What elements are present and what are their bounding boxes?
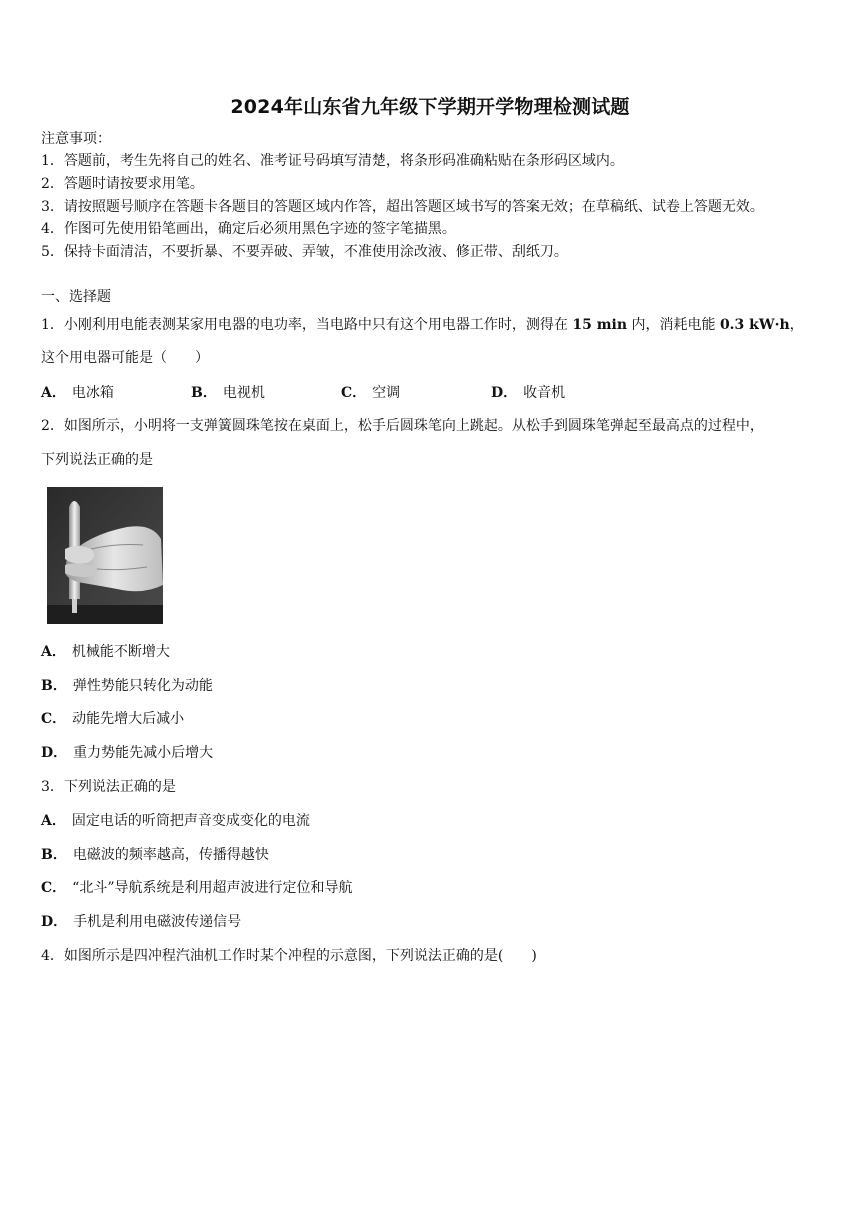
- option-letter: D．: [491, 385, 518, 401]
- option-text: 弹性势能只转化为动能: [72, 678, 213, 694]
- option-text: 空调: [372, 385, 401, 401]
- option-letter: C．: [41, 711, 67, 727]
- option-letter: B．: [41, 847, 67, 863]
- option-letter: C．: [41, 880, 67, 896]
- question-3-text: 3．下列说法正确的是: [41, 779, 176, 795]
- question-3-option-b[interactable]: [41, 846, 269, 864]
- option-text: 电视机: [222, 385, 265, 401]
- option-letter: A．: [41, 644, 66, 660]
- question-1-text: [41, 316, 804, 334]
- notice-item: 2．答题时请按要求用笔。: [41, 176, 204, 192]
- notice-item: 5．保持卡面清洁，不要折暴、不要弄破、弄皱，不准使用涂改液、修正带、刮纸刀。: [41, 244, 568, 260]
- question-1-option-c[interactable]: [341, 384, 400, 402]
- option-letter: A．: [41, 385, 66, 401]
- notice-item: 4．作图可先使用铅笔画出，确定后必须用黑色字迹的签字笔描黑。: [41, 221, 456, 237]
- page-title: 2024年山东省九年级下学期开学物理检测试题: [230, 96, 630, 118]
- question-1-time: 15 min: [572, 317, 628, 333]
- notice-heading: 注意事项：: [41, 131, 111, 147]
- question-1-prefix: 1．小刚利用电能表测某家用电器的电功率，当电路中只有这个用电器工作时，测得在: [41, 317, 568, 333]
- option-text: 机械能不断增大: [71, 644, 170, 660]
- option-text: 动能先增大后减小: [72, 711, 185, 727]
- option-text: 手机是利用电磁波传递信号: [73, 914, 242, 930]
- pen-hand-figure: [47, 487, 163, 624]
- option-letter: C．: [341, 385, 367, 401]
- question-1-option-d[interactable]: [491, 384, 565, 402]
- question-4-text: 4．如图所示是四冲程汽油机工作时某个冲程的示意图，下列说法正确的是( ): [41, 948, 537, 964]
- option-text: “北斗”导航系统是利用超声波进行定位和导航: [72, 880, 353, 896]
- option-text: 电磁波的频率越高，传播得越快: [72, 847, 269, 863]
- option-text: 固定电话的听筒把声音变成变化的电流: [71, 813, 310, 829]
- option-letter: D．: [41, 914, 68, 930]
- question-3-option-d[interactable]: [41, 913, 241, 931]
- question-1-option-b[interactable]: [191, 384, 265, 402]
- question-1-mid: 内，消耗电能: [631, 317, 716, 333]
- question-2-text: 2．如图所示，小明将一支弹簧圆珠笔按在桌面上，松手后圆珠笔向上跳起。从松手到圆珠笔弹起至最高点的过程中，: [41, 418, 764, 434]
- question-2-text-cont: 下列说法正确的是: [41, 452, 153, 468]
- option-letter: B．: [191, 385, 217, 401]
- question-2-option-a[interactable]: [41, 643, 170, 661]
- notice-item: 3．请按照题号顺序在答题卡各题目的答题区域内作答，超出答题区域书写的答案无效；在草稿纸、试卷上答题无效。: [41, 199, 764, 215]
- option-text: 电冰箱: [71, 385, 114, 401]
- question-1-suffix: ，: [789, 317, 804, 333]
- option-text: 重力势能先减小后增大: [73, 745, 214, 761]
- question-2-option-d[interactable]: [41, 744, 213, 762]
- question-1-energy: 0.3 kW·h: [719, 317, 790, 333]
- option-text: 收音机: [523, 385, 566, 401]
- section-heading: 一、选择题: [41, 289, 111, 305]
- option-letter: D．: [41, 745, 68, 761]
- question-2-option-c[interactable]: [41, 710, 184, 728]
- notice-item: 1．答题前，考生先将自己的姓名、准考证号码填写清楚，将条形码准确粘贴在条形码区域内。: [41, 153, 624, 169]
- option-letter: B．: [41, 678, 67, 694]
- option-letter: A．: [41, 813, 66, 829]
- question-3-option-a[interactable]: [41, 812, 310, 830]
- question-2-option-b[interactable]: [41, 677, 213, 695]
- question-3-option-c[interactable]: [41, 879, 352, 897]
- question-1-option-a[interactable]: [41, 384, 114, 402]
- question-1-text-cont: 这个用电器可能是（ ）: [41, 350, 209, 366]
